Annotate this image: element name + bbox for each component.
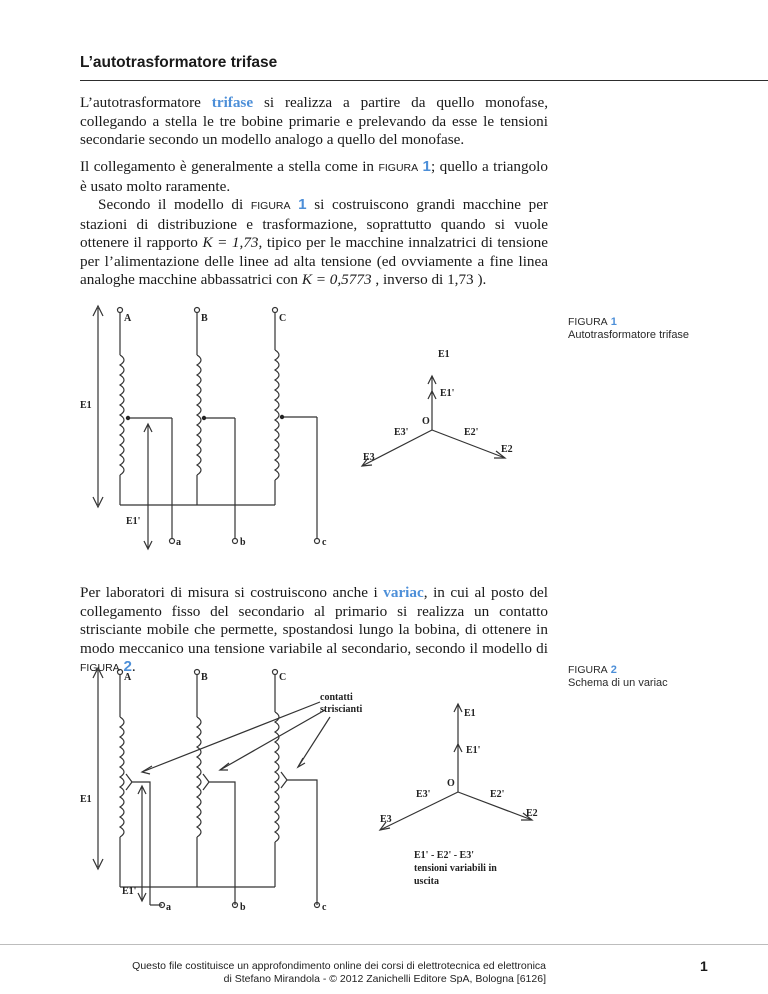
phasor-label-O: O [422, 416, 430, 427]
fig2-phasor-label-E3-prime: E3' [416, 789, 431, 800]
figure2-number: 2 [610, 664, 617, 676]
output-note-line3: uscita [414, 876, 439, 887]
page-number: 1 [700, 958, 708, 974]
fig2-label-E1: E1 [80, 794, 92, 805]
fig2-phasor-label-E3: E3 [380, 814, 392, 825]
label-C: C [279, 313, 287, 324]
fig2-phasor-label-E1-prime: E1' [466, 745, 481, 756]
link-trifase[interactable]: trifase [211, 94, 254, 111]
figure2-diagram [80, 662, 560, 922]
figure1-diagram [80, 300, 540, 560]
phasor-label-E2: E2 [501, 444, 513, 455]
figure-ref-number[interactable]: 2 [123, 658, 132, 675]
fig2-phasor-label-E1: E1 [464, 708, 476, 719]
intro-text-2: si realizza a partire da quello monofase, collegando a stella le tre bobine primarie e prelevando da esse le tensioni secondarie secondo un modello analogo a quello del monofase. [80, 94, 548, 148]
para2-text-2: ; quello a triangolo è usato molto raramente. [80, 158, 549, 195]
fig2-label-a: a [166, 902, 171, 913]
contacts-label-line1: contatti [320, 692, 353, 703]
fig2-label-E1-prime: E1' [122, 886, 137, 897]
figure1-caption-text: Autotrasformatore trifase [568, 329, 690, 341]
label-a: a [176, 537, 181, 548]
ratio-k-inverse: K = 0,5773 [301, 271, 372, 288]
figure2-label: FIGURA [568, 664, 608, 676]
figure2-caption-text: Schema di un variac [568, 677, 668, 689]
ratio-k-value: K = 1,73 [202, 234, 259, 251]
figure-ref-label: FIGURA [80, 662, 120, 674]
footer-text [110, 960, 546, 986]
coil-C [275, 350, 279, 480]
fig2-label-c: c [322, 902, 327, 913]
phasor-label-E3-prime: E3' [394, 427, 409, 438]
contacts-label-line2: striscianti [320, 704, 363, 715]
terminal-C [273, 308, 278, 313]
title-rule [80, 80, 768, 81]
figure1-label: FIGURA [568, 316, 608, 328]
fig2-label-b: b [240, 902, 246, 913]
label-A: A [124, 313, 132, 324]
page-title: L’autotrasformatore trifase [80, 54, 278, 71]
label-E1-prime: E1' [126, 516, 141, 527]
intro-text-1: L’autotrasformatore [80, 94, 212, 111]
para3-text-1: Secondo il modello di [98, 196, 251, 213]
terminal-b [233, 539, 238, 544]
label-b: b [240, 537, 246, 548]
coil-A [120, 355, 124, 475]
para4-text-1: Per laboratori di misura si costruiscono anche i [80, 584, 384, 601]
output-note-line2: tensioni variabili in [414, 863, 497, 874]
para3-text-2: si costruiscono grandi macchine per stazioni di distribuzione e trasformazione, soprattutto quando si vuole ottenere il rapporto [80, 196, 548, 251]
figure-ref-number[interactable]: 1 [298, 196, 307, 213]
figure-ref-label: FIGURA [378, 162, 419, 174]
para3-text-3: , tipico per le macchine innalzatrici di tensione per l’alimentazione delle linee ad alta tensione (ed ovviamente a fine linea analoghe macchine abbassatrici con [80, 234, 549, 288]
intro-paragraph [80, 94, 548, 150]
body-paragraph [80, 158, 548, 290]
fig2-label-C: C [279, 672, 287, 683]
terminal-c [315, 539, 320, 544]
figure2-caption [568, 664, 668, 690]
fig2-phasor-label-E2: E2 [526, 808, 538, 819]
phasor-label-E1-prime: E1' [440, 388, 455, 399]
link-variac[interactable]: variac [383, 584, 424, 601]
coil-B [197, 355, 201, 475]
terminal-B [195, 308, 200, 313]
figure-ref-label: FIGURA [250, 200, 291, 212]
phasor-label-E2-prime: E2' [464, 427, 479, 438]
phasor-label-E3: E3 [363, 452, 375, 463]
label-B: B [201, 313, 208, 324]
footer-line2: di Stefano Mirandola - © 2012 Zanichelli Editore SpA, Bologna [6126] [223, 973, 546, 985]
phasor-label-E1: E1 [438, 349, 450, 360]
terminal-a [170, 539, 175, 544]
para3-text-4: , inverso di 1,73 ). [371, 271, 487, 288]
terminal-A [118, 308, 123, 313]
figure-ref-number[interactable]: 1 [422, 158, 431, 175]
fig2-label-A: A [124, 672, 132, 683]
output-note-line1: E1' - E2' - E3' [414, 850, 475, 861]
para4-text-3: . [131, 658, 136, 675]
figure1-number: 1 [610, 316, 617, 328]
fig2-phasor-label-E2-prime: E2' [490, 789, 505, 800]
figure1-caption [568, 316, 689, 342]
footer-rule [0, 944, 768, 945]
para2-text-1: Il collegamento è generalmente a stella come in [80, 158, 379, 175]
footer-line1: Questo file costituisce un approfondimento online dei corsi di elettrotecnica ed elettronica [132, 960, 546, 972]
label-E1: E1 [80, 400, 92, 411]
fig2-label-B: B [201, 672, 208, 683]
label-c: c [322, 537, 327, 548]
fig2-phasor-label-O: O [447, 778, 455, 789]
para4-text-2: , in cui al posto del collegamento fisso del secondario al primario si realizza un contatto strisciante mobile che permette, spostandosi lungo la bobina, di ottenere in modo meccanico una tensione variabile al secondario, secondo il modello di [80, 584, 548, 657]
